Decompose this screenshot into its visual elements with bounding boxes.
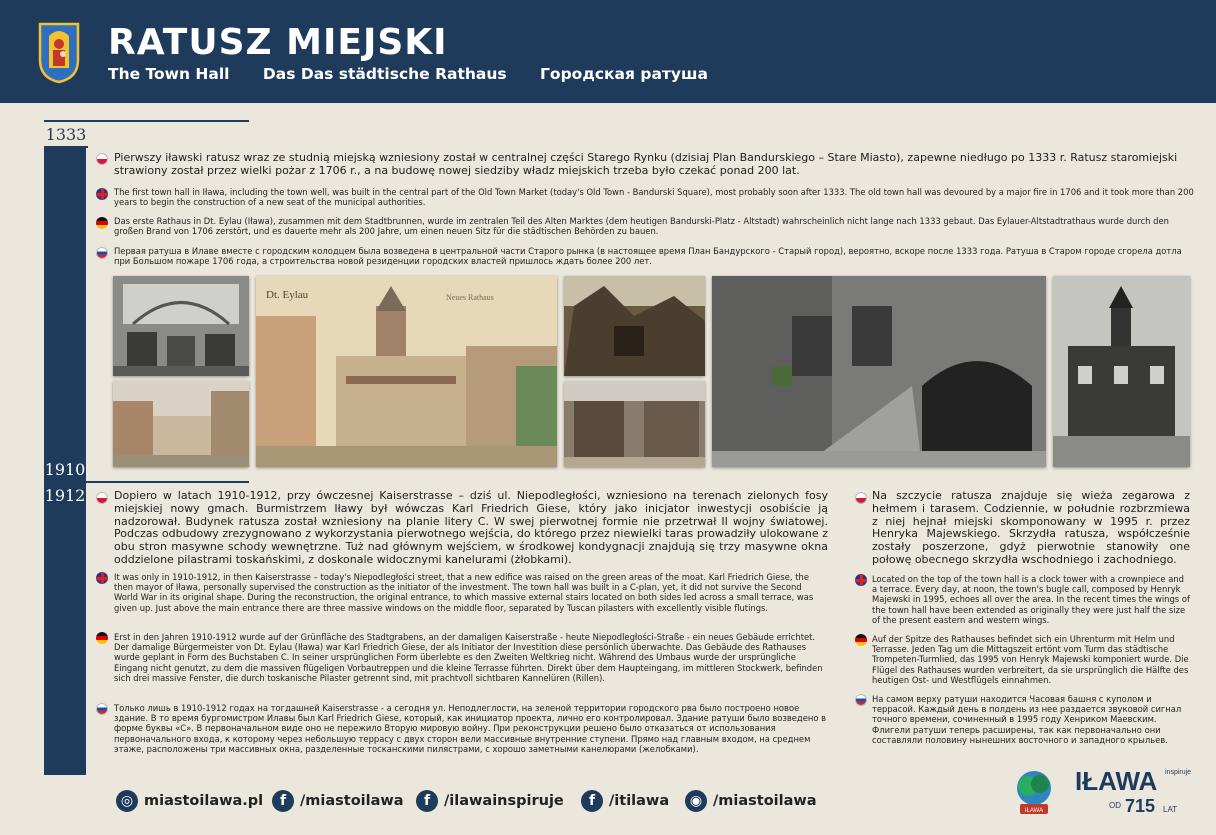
ilawa-brand-logo (1075, 764, 1195, 820)
facebook-label: /itilawa (609, 793, 670, 809)
section2-text-pl: Dopiero w latach 1910-1912, przy ówczesnej Kaiserstrasse – dziś ul. Niepodległości, wzniesiono na terenach zielonych fosy miejskiej nowy gmach. Burmistrzem Iławy był wówczas Karl Friedrich Giese, który jako inicjator inwestycji osobiście ją nadzorował. Budynek ratusza został wzniesiony na planie litery C. W swej pierwotnej formie nie przetrwał II wojny światowej. Podczas odbudowy zrezygnowano z wykorzystania pierwotnego wejścia, do którego przez niewielki taras prowadziły ulokowane z obu stron masywne schody wewnętrzne. Tuż nad głównym wejściem, w środkowej kondygnacji znajdują się trzy masywne okna oddzielone pilastrami toskańskimi, z doskonale widocznymi kanelurami (żłobkami). (114, 489, 828, 566)
subtitle-en: The Town Hall (108, 65, 230, 83)
town-hall-postcard-photo (256, 276, 557, 467)
section2-right-text-pl: Na szczycie ratusza znajduje się wieża zegarowa z hełmem i tarasem. Codziennie, w południe rozbrzmiewa z niej hejnał miejski skomponowany w 1995 r. przez Henryka Majewskiego. Skrzydła ratusza, współcześnie zostały poszerzone, gdyż pierwotnie stanowiły one połowę obecnego skrzydła wschodniego i zachodniego. (872, 489, 1190, 566)
section2-text-en: It was only in 1910-1912, in then Kaiserstrasse – today's Niepodległości street, that a new edifice was raised on the green areas of the moat. Karl Friedrich Giese, the then mayor of Iława, personally supervised the construction as the initiator of the investment. The town hall was built in a C-plan, yet, it did not survive the Second World War in its original shape. During the reconstruction, the original entrance, to which massive external stairs located on both sides led across a small terrace, was given up. Just above the main entrance there are three massive windows on the middle floor, separated by Tuscan pilasters with excellently visible flutings. (114, 572, 814, 613)
germany-flag-icon (96, 632, 108, 644)
instagram-link[interactable] (685, 789, 817, 813)
poland-flag-icon (855, 492, 867, 504)
uk-flag-icon (855, 574, 867, 586)
divider (44, 120, 249, 122)
coat-of-arms-icon (38, 22, 80, 84)
subtitle-row (108, 65, 736, 83)
logo-small-text: IŁAWA (1024, 808, 1044, 814)
facebook-link[interactable] (272, 789, 404, 813)
section2-text-ru: Только лишь в 1910-1912 годах на тогдашней Kaiserstrasse - а сегодня ул. Неподлеглости, на зеленой территории городского рва было построено новое здание. В то время бургомистром Илавы был Karl Friedrich Giese, который, как инициатор проекта, лично его контролировал. Здание ратуши было возведено в форме буквы «С». В первоначальном виде оно не пережило Вторую мировую войну. При реконструкции решено было отказаться от использования первоначального входа, к которому через небольшую террасу с двух сторон вели массивные внутренние ступени. Прямо над главным входом, на среднем этаже, расположены три массивных окна, разделенные тосканскими пилястрами, с хорошо заметными канелюрами (желобками). (114, 703, 827, 754)
interior-photo (113, 276, 249, 376)
russia-flag-icon (96, 247, 108, 259)
germany-flag-icon (855, 634, 867, 646)
facebook-label: /miastoilawa (300, 793, 404, 809)
courtyard-photo (564, 381, 705, 467)
uk-flag-icon (96, 188, 108, 200)
website-link[interactable] (116, 789, 263, 813)
section2-right-text-ru: На самом верху ратуши находится Часовая башня с куполом и террасой. Каждый день в полдень из нее раздается звуковой сигнал точного времени, сочиненный в 1995 году Хенриком Маевским. Флигели ратуши теперь расширены, так как первоначально они составляли половину нынешних восточного и западного крыльев. (872, 694, 1182, 745)
section1-text-pl: Pierwszy iławski ratusz wraz ze studnią miejską wzniesiony został w centralnej części Starego Rynku (dzisiaj Plan Bandurskiego – Stare Miasto), zapewne niedługo po 1333 r. Ratusz staromiejski strawiony został przez wielki pożar z 1706 r., a na budowę nowej siedziby władz miejskich trzeba było czekać ponad 200 lat. (114, 151, 1178, 177)
divider (44, 146, 88, 148)
header-banner (0, 0, 1216, 103)
instagram-icon: ◉ (685, 790, 707, 812)
year-1333: 1333 (45, 125, 87, 144)
divider (44, 481, 249, 483)
city-tree-logo (1008, 768, 1060, 818)
globe-icon: ◎ (116, 790, 138, 812)
poland-flag-icon (96, 492, 108, 504)
entrance-stairs-photo (712, 276, 1046, 467)
page-title: RATUSZ MIEJSKI (108, 22, 448, 63)
facebook-label: /ilawainspiruje (444, 793, 564, 809)
uk-flag-icon (96, 572, 108, 584)
facebook-icon: f (581, 790, 603, 812)
subtitle-ru: Городская ратуша (540, 65, 708, 83)
brand-tag: inspiruje (1165, 769, 1192, 776)
subtitle-de: Das Das städtische Rathaus (262, 65, 507, 83)
section2-right-text-en: Located on the top of the town hall is a clock tower with a crownpiece and a terrace. Every day, at noon, the town's bugle call, composed by Henryk Majewski in 1995, echoes all over the area. In the recent times the wings of the town hall have been extended as originally they were just half the size of the present eastern and western wings. (872, 574, 1190, 625)
russia-flag-icon (96, 703, 108, 715)
postcard-sign: Neues Rathaus (446, 293, 494, 302)
postcard-caption: Dt. Eylau (266, 289, 309, 301)
facebook-icon: f (272, 790, 294, 812)
section1-text-de: Das erste Rathaus in Dt. Eylau (Iława), zusammen mit dem Stadtbrunnen, wurde im zentralen Teil des Alten Marktes (dem heutigen Bandurski-Platz - Altstadt) wahrscheinlich nicht lange nach 1333 gebaut. Das Eylauer-Altstadtrathaus wurde durch den großen Brand von 1706 zerstört, und es dauerte mehr als 200 Jahre, um einen neuen Sitz für die städtischen Behörden zu bauen. (114, 216, 1169, 237)
section2-right-text-de: Auf der Spitze des Rathauses befindet sich ein Uhrenturm mit Helm und Terrasse. Jeden Tag um die Mittagszeit ertönt vom Turm das städtische Trompeten-Turmlied, das 1995 von Henryk Majewski komponiert wurde. Die Flügel des Rathauses wurden verbreitert, da sie ursprünglich die Hälfte des heutigen Ost- und Westflügels einnahmen. (872, 634, 1189, 685)
russia-flag-icon (855, 694, 867, 706)
facebook-link[interactable] (581, 789, 669, 813)
facebook-link[interactable] (416, 789, 564, 813)
brand-lat: LAT (1163, 805, 1178, 814)
section1-text-ru: Первая ратуша в Илаве вместе с городским колодцем была возведена в центральной части Старого рынка (в настоящее время План Бандурского - Старый город), вероятно, вскоре после 1333 года. Ратуша в Старом городе сгорела дотла при Большом пожаре 1706 года, а строительства новой резиденции городских властей пришлось ждать более 200 лет. (114, 246, 1182, 267)
year-1912: 1912 (44, 486, 86, 505)
street-postcard-photo (113, 381, 249, 467)
brand-od: OD (1109, 801, 1121, 810)
poland-flag-icon (96, 153, 108, 165)
year-1910: 1910 (44, 460, 86, 479)
germany-flag-icon (96, 217, 108, 229)
ruins-photo (564, 276, 705, 376)
website-label: miastoilawa.pl (144, 793, 264, 809)
section1-text-en: The first town hall in Iława, including the town well, was built in the central part of the Old Town Market (today's Old Town - Bandurski Square), most probably soon after 1333. The old town hall was devoured by a major fire in 1706 and it took more than 200 years to begin the construction of a new seat of the municipal authorities. (114, 187, 1194, 208)
clock-tower-photo (1053, 276, 1190, 467)
brand-name: IŁAWA (1075, 766, 1158, 796)
section2-text-de: Erst in den Jahren 1910-1912 wurde auf der Grünfläche des Stadtgrabens, an der damaligen Kaiserstraße - heute Niepodległości-Straße - ein neues Gebäude errichtet. Der damalige Bürgermeister von Dt. Eylau (Iława) war Karl Friedrich Giese, der als Initiator der Investition diese persönlich überwachte. Das Gebäude des Rathauses wurde geplant in Form des Buchstaben C. In seiner ursprünglichen Form überlebte es den Zweiten Weltkrieg nicht. Während des Umbaus wurde der ursprüngliche Eingang nicht genutzt, zu dem die massiven flügeligen Vorbautreppen und die kleine Terrasse führten. Direkt über dem Haupteingang, im mittleren Stockwerk, befinden sich drei massive Fenster, die durch toskanische Pilaster getrennt sind, mit prachtvoll sichtbaren Kannelüren (Rillen). (114, 632, 823, 683)
instagram-label: /miastoilawa (713, 793, 817, 809)
brand-number: 715 (1125, 796, 1156, 816)
facebook-icon: f (416, 790, 438, 812)
